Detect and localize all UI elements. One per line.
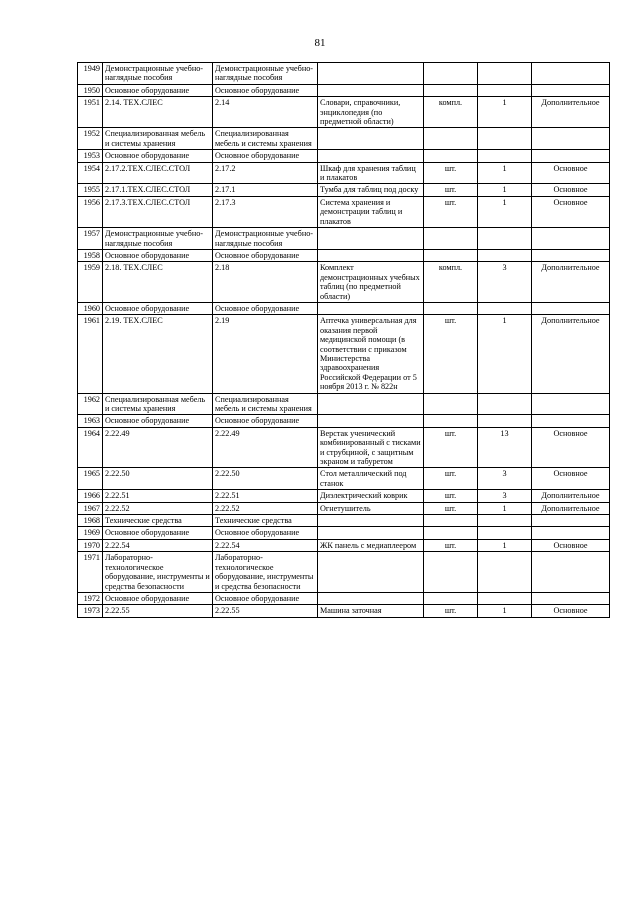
table-row bbox=[78, 84, 610, 96]
section-cell: Основное оборудование bbox=[213, 150, 318, 162]
table-row bbox=[78, 527, 610, 539]
quantity-cell bbox=[478, 128, 532, 150]
section-cell: Лабораторно-технологическое оборудование, инструменты и средства безопасности bbox=[213, 552, 318, 593]
table-row bbox=[78, 315, 610, 393]
equipment-type-cell: Основное bbox=[532, 196, 610, 227]
row-number-cell: 1973 bbox=[78, 605, 103, 617]
row-number-cell: 1964 bbox=[78, 427, 103, 468]
row-number-cell: 1969 bbox=[78, 527, 103, 539]
quantity-cell bbox=[478, 84, 532, 96]
row-number-cell: 1955 bbox=[78, 184, 103, 196]
table-row bbox=[78, 249, 610, 261]
equipment-type-cell: Основное bbox=[532, 184, 610, 196]
row-number-cell: 1953 bbox=[78, 150, 103, 162]
equipment-type-cell: Дополнительное bbox=[532, 502, 610, 514]
code-cell: 2.22.50 bbox=[103, 468, 213, 490]
code-cell: 2.18. ТЕХ.СЛЕС bbox=[103, 262, 213, 303]
quantity-cell bbox=[478, 552, 532, 593]
section-cell: Основное оборудование bbox=[213, 249, 318, 261]
unit-cell bbox=[424, 415, 478, 427]
item-name-cell bbox=[318, 150, 424, 162]
section-cell: Технические средства bbox=[213, 515, 318, 527]
equipment-type-cell: Основное bbox=[532, 539, 610, 551]
row-number-cell: 1970 bbox=[78, 539, 103, 551]
section-cell: 2.22.51 bbox=[213, 490, 318, 502]
section-cell: Основное оборудование bbox=[213, 527, 318, 539]
unit-cell bbox=[424, 515, 478, 527]
unit-cell: шт. bbox=[424, 427, 478, 468]
equipment-type-cell bbox=[532, 527, 610, 539]
row-number-cell: 1972 bbox=[78, 592, 103, 604]
quantity-cell: 1 bbox=[478, 196, 532, 227]
code-cell: 2.17.2.ТЕХ.СЛЕС.СТОЛ bbox=[103, 162, 213, 184]
table-row bbox=[78, 468, 610, 490]
quantity-cell: 1 bbox=[478, 184, 532, 196]
quantity-cell bbox=[478, 150, 532, 162]
equipment-type-cell bbox=[532, 592, 610, 604]
table-row bbox=[78, 393, 610, 415]
code-cell: 2.22.51 bbox=[103, 490, 213, 502]
equipment-type-cell: Дополнительное bbox=[532, 262, 610, 303]
item-name-cell: Шкаф для хранения таблиц и плакатов bbox=[318, 162, 424, 184]
item-name-cell: Верстак ученический комбинированный с тисками и струбциной, с защитным экраном и табуретом bbox=[318, 427, 424, 468]
item-name-cell: Система хранения и демонстрации таблиц и плакатов bbox=[318, 196, 424, 227]
item-name-cell bbox=[318, 63, 424, 85]
quantity-cell: 1 bbox=[478, 502, 532, 514]
item-name-cell bbox=[318, 415, 424, 427]
code-cell: Основное оборудование bbox=[103, 415, 213, 427]
item-name-cell bbox=[318, 393, 424, 415]
quantity-cell bbox=[478, 592, 532, 604]
table-row bbox=[78, 502, 610, 514]
code-cell: 2.22.54 bbox=[103, 539, 213, 551]
table-row bbox=[78, 262, 610, 303]
table-row bbox=[78, 490, 610, 502]
code-cell: 2.17.1.ТЕХ.СЛЕС.СТОЛ bbox=[103, 184, 213, 196]
quantity-cell: 3 bbox=[478, 468, 532, 490]
table-row bbox=[78, 196, 610, 227]
unit-cell bbox=[424, 150, 478, 162]
row-number-cell: 1957 bbox=[78, 228, 103, 250]
section-cell: 2.22.49 bbox=[213, 427, 318, 468]
table-row bbox=[78, 97, 610, 128]
code-cell: Основное оборудование bbox=[103, 302, 213, 314]
table-row bbox=[78, 415, 610, 427]
code-cell: Демонстрационные учебно-наглядные пособия bbox=[103, 63, 213, 85]
unit-cell bbox=[424, 592, 478, 604]
section-cell: 2.18 bbox=[213, 262, 318, 303]
unit-cell bbox=[424, 128, 478, 150]
equipment-type-cell: Основное bbox=[532, 605, 610, 617]
unit-cell: шт. bbox=[424, 315, 478, 393]
equipment-type-cell bbox=[532, 128, 610, 150]
item-name-cell bbox=[318, 249, 424, 261]
code-cell: 2.22.55 bbox=[103, 605, 213, 617]
section-cell: 2.22.52 bbox=[213, 502, 318, 514]
quantity-cell: 1 bbox=[478, 315, 532, 393]
equipment-type-cell bbox=[532, 249, 610, 261]
quantity-cell bbox=[478, 228, 532, 250]
unit-cell: шт. bbox=[424, 184, 478, 196]
equipment-type-cell: Дополнительное bbox=[532, 490, 610, 502]
code-cell: 2.22.52 bbox=[103, 502, 213, 514]
item-name-cell: Стол металлический под станок bbox=[318, 468, 424, 490]
equipment-type-cell bbox=[532, 84, 610, 96]
section-cell: Основное оборудование bbox=[213, 592, 318, 604]
quantity-cell: 1 bbox=[478, 97, 532, 128]
code-cell: Специализированная мебель и системы хранения bbox=[103, 393, 213, 415]
equipment-table bbox=[77, 62, 610, 618]
unit-cell: шт. bbox=[424, 162, 478, 184]
section-cell: Основное оборудование bbox=[213, 84, 318, 96]
unit-cell bbox=[424, 228, 478, 250]
section-cell: 2.22.55 bbox=[213, 605, 318, 617]
unit-cell bbox=[424, 527, 478, 539]
quantity-cell: 13 bbox=[478, 427, 532, 468]
row-number-cell: 1968 bbox=[78, 515, 103, 527]
section-cell: Демонстрационные учебно-наглядные пособия bbox=[213, 228, 318, 250]
row-number-cell: 1958 bbox=[78, 249, 103, 261]
equipment-type-cell bbox=[532, 393, 610, 415]
item-name-cell bbox=[318, 302, 424, 314]
table-row bbox=[78, 605, 610, 617]
section-cell: Специализированная мебель и системы хранения bbox=[213, 393, 318, 415]
code-cell: Основное оборудование bbox=[103, 150, 213, 162]
item-name-cell bbox=[318, 84, 424, 96]
item-name-cell bbox=[318, 592, 424, 604]
equipment-type-cell bbox=[532, 552, 610, 593]
page-number: 81 bbox=[314, 37, 326, 49]
table-row bbox=[78, 552, 610, 593]
code-cell: 2.19. ТЕХ.СЛЕС bbox=[103, 315, 213, 393]
section-cell: 2.17.2 bbox=[213, 162, 318, 184]
quantity-cell bbox=[478, 63, 532, 85]
row-number-cell: 1950 bbox=[78, 84, 103, 96]
item-name-cell: Аптечка универсальная для оказания первой медицинской помощи (в соответствии с приказом Министерства здравоохранения Российской Федерации от 5 ноября 2013 г. № 822н bbox=[318, 315, 424, 393]
row-number-cell: 1951 bbox=[78, 97, 103, 128]
item-name-cell bbox=[318, 527, 424, 539]
equipment-type-cell bbox=[532, 150, 610, 162]
item-name-cell: Комплект демонстрационных учебных таблиц (по предметной области) bbox=[318, 262, 424, 303]
row-number-cell: 1967 bbox=[78, 502, 103, 514]
unit-cell: компл. bbox=[424, 97, 478, 128]
item-name-cell: Огнетушитель bbox=[318, 502, 424, 514]
section-cell: 2.22.50 bbox=[213, 468, 318, 490]
equipment-type-cell bbox=[532, 515, 610, 527]
section-cell: 2.14 bbox=[213, 97, 318, 128]
section-cell: 2.17.1 bbox=[213, 184, 318, 196]
table-row bbox=[78, 515, 610, 527]
table-row bbox=[78, 592, 610, 604]
section-cell: Основное оборудование bbox=[213, 302, 318, 314]
equipment-type-cell: Дополнительное bbox=[532, 315, 610, 393]
row-number-cell: 1960 bbox=[78, 302, 103, 314]
row-number-cell: 1962 bbox=[78, 393, 103, 415]
code-cell: 2.22.49 bbox=[103, 427, 213, 468]
row-number-cell: 1966 bbox=[78, 490, 103, 502]
table-row bbox=[78, 128, 610, 150]
quantity-cell bbox=[478, 415, 532, 427]
equipment-type-cell bbox=[532, 415, 610, 427]
unit-cell: шт. bbox=[424, 468, 478, 490]
unit-cell: шт. bbox=[424, 539, 478, 551]
code-cell: Основное оборудование bbox=[103, 527, 213, 539]
quantity-cell bbox=[478, 302, 532, 314]
row-number-cell: 1956 bbox=[78, 196, 103, 227]
quantity-cell: 3 bbox=[478, 262, 532, 303]
table-row bbox=[78, 162, 610, 184]
unit-cell: шт. bbox=[424, 605, 478, 617]
code-cell: Специализированная мебель и системы хранения bbox=[103, 128, 213, 150]
table-row bbox=[78, 302, 610, 314]
quantity-cell bbox=[478, 249, 532, 261]
quantity-cell: 1 bbox=[478, 605, 532, 617]
row-number-cell: 1949 bbox=[78, 63, 103, 85]
equipment-type-cell bbox=[532, 63, 610, 85]
code-cell: 2.14. ТЕХ.СЛЕС bbox=[103, 97, 213, 128]
item-name-cell: ЖК панель с медиаплеером bbox=[318, 539, 424, 551]
item-name-cell bbox=[318, 515, 424, 527]
table-row bbox=[78, 63, 610, 85]
equipment-type-cell bbox=[532, 302, 610, 314]
equipment-type-cell: Основное bbox=[532, 162, 610, 184]
quantity-cell bbox=[478, 393, 532, 415]
section-cell: 2.17.3 bbox=[213, 196, 318, 227]
row-number-cell: 1963 bbox=[78, 415, 103, 427]
row-number-cell: 1959 bbox=[78, 262, 103, 303]
row-number-cell: 1961 bbox=[78, 315, 103, 393]
row-number-cell: 1971 bbox=[78, 552, 103, 593]
unit-cell: компл. bbox=[424, 262, 478, 303]
quantity-cell: 3 bbox=[478, 490, 532, 502]
item-name-cell: Тумба для таблиц под доску bbox=[318, 184, 424, 196]
quantity-cell: 1 bbox=[478, 162, 532, 184]
quantity-cell: 1 bbox=[478, 539, 532, 551]
table-row bbox=[78, 539, 610, 551]
unit-cell: шт. bbox=[424, 502, 478, 514]
code-cell: Демонстрационные учебно-наглядные пособия bbox=[103, 228, 213, 250]
unit-cell bbox=[424, 552, 478, 593]
item-name-cell bbox=[318, 552, 424, 593]
quantity-cell bbox=[478, 527, 532, 539]
code-cell: Основное оборудование bbox=[103, 249, 213, 261]
row-number-cell: 1954 bbox=[78, 162, 103, 184]
item-name-cell: Диэлектрический коврик bbox=[318, 490, 424, 502]
section-cell: 2.19 bbox=[213, 315, 318, 393]
code-cell: Технические средства bbox=[103, 515, 213, 527]
equipment-type-cell: Дополнительное bbox=[532, 97, 610, 128]
table-row bbox=[78, 150, 610, 162]
equipment-type-cell: Основное bbox=[532, 468, 610, 490]
table-row bbox=[78, 184, 610, 196]
unit-cell: шт. bbox=[424, 196, 478, 227]
item-name-cell bbox=[318, 128, 424, 150]
table-row bbox=[78, 228, 610, 250]
section-cell: Основное оборудование bbox=[213, 415, 318, 427]
code-cell: Лабораторно-технологическое оборудование, инструменты и средства безопасности bbox=[103, 552, 213, 593]
code-cell: Основное оборудование bbox=[103, 592, 213, 604]
section-cell: Демонстрационные учебно-наглядные пособия bbox=[213, 63, 318, 85]
row-number-cell: 1965 bbox=[78, 468, 103, 490]
equipment-type-cell bbox=[532, 228, 610, 250]
unit-cell bbox=[424, 302, 478, 314]
table-row bbox=[78, 427, 610, 468]
item-name-cell bbox=[318, 228, 424, 250]
unit-cell: шт. bbox=[424, 490, 478, 502]
equipment-table-body bbox=[78, 63, 610, 618]
unit-cell bbox=[424, 63, 478, 85]
unit-cell bbox=[424, 393, 478, 415]
item-name-cell: Машина заточная bbox=[318, 605, 424, 617]
equipment-type-cell: Основное bbox=[532, 427, 610, 468]
section-cell: 2.22.54 bbox=[213, 539, 318, 551]
unit-cell bbox=[424, 84, 478, 96]
code-cell: 2.17.3.ТЕХ.СЛЕС.СТОЛ bbox=[103, 196, 213, 227]
code-cell: Основное оборудование bbox=[103, 84, 213, 96]
item-name-cell: Словари, справочники, энциклопедия (по предметной области) bbox=[318, 97, 424, 128]
row-number-cell: 1952 bbox=[78, 128, 103, 150]
quantity-cell bbox=[478, 515, 532, 527]
section-cell: Специализированная мебель и системы хранения bbox=[213, 128, 318, 150]
unit-cell bbox=[424, 249, 478, 261]
